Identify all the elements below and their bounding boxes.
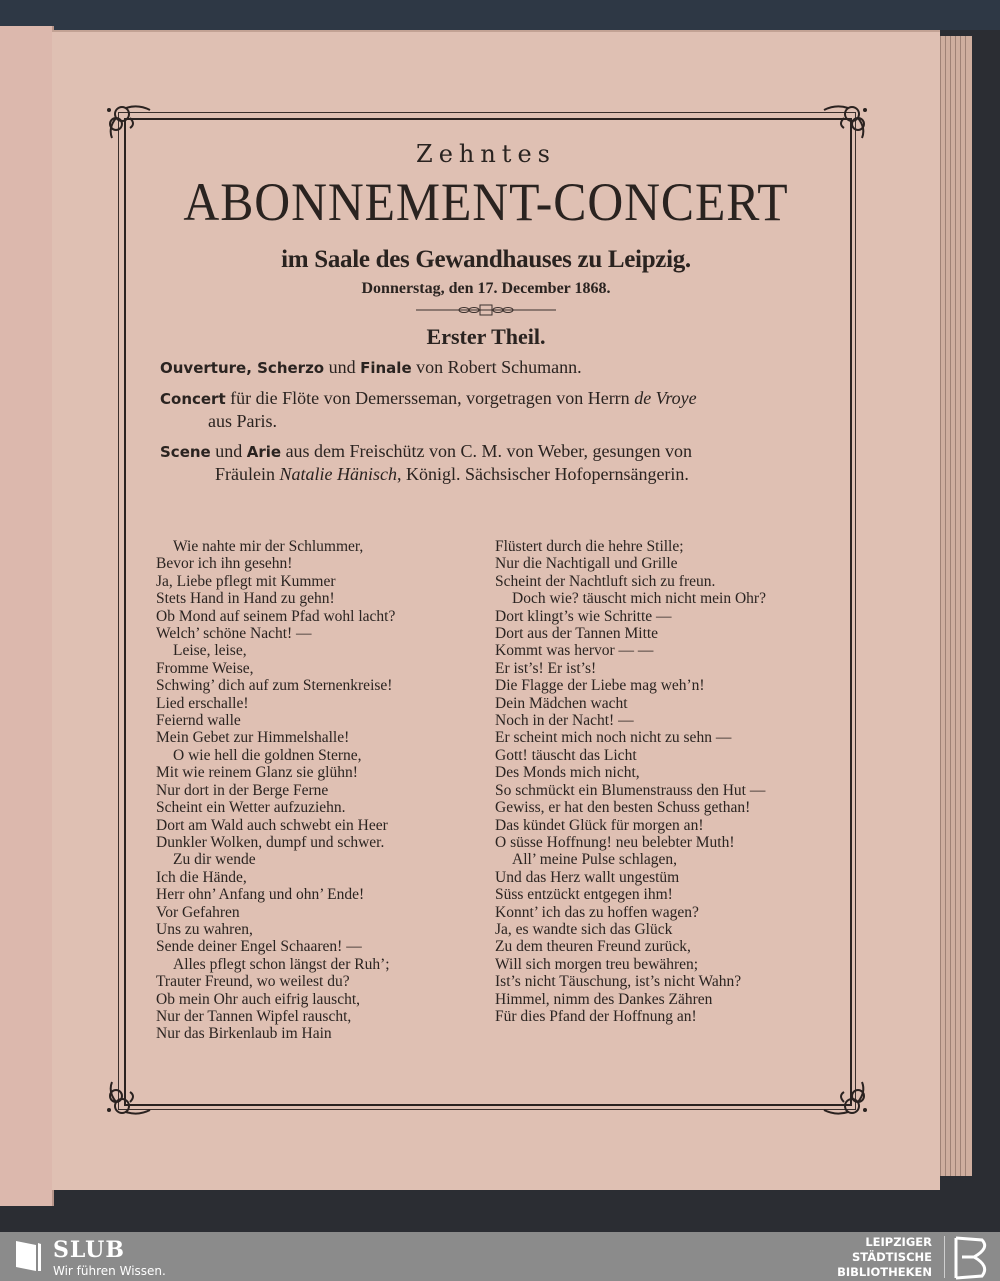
lyric-line: Wie nahte mir der Schlummer, [173, 538, 364, 555]
lyric-line: Ja, Liebe pflegt mit Kummer [156, 572, 336, 590]
lyric-line: Für dies Pfand der Hoffnung an! [495, 1007, 697, 1025]
lyric-line: O süsse Hoffnung! neu belebter Muth! [495, 833, 735, 851]
lyric-line: Scheint ein Wetter aufzuziehn. [156, 799, 346, 817]
slub-logo-text: SLUB [53, 1237, 125, 1263]
lyric-line: Herr ohn’ Anfang und ohn’ Ende! [156, 886, 365, 904]
lyric-line: Dort klingt’s wie Schritte — [495, 607, 672, 625]
program-work-bold: Scene [160, 443, 211, 461]
lyric-line: Bevor ich ihn gesehn! [156, 555, 293, 573]
program-item [130, 356, 842, 379]
slub-tagline: Wir führen Wissen. [53, 1264, 166, 1278]
lsb-logo-text [837, 1235, 932, 1280]
lyric-line: Noch in der Nacht! — [495, 712, 634, 730]
lyric-line: Leise, leise, [173, 642, 247, 660]
corner-ornament-icon [820, 1072, 870, 1122]
performer-name: Natalie Hänisch [279, 464, 397, 484]
lyric-line: Gott! täuscht das Licht [495, 746, 637, 764]
program-text-continued [160, 463, 842, 485]
lyric-line: Ja, es wandte sich das Glück [495, 920, 673, 938]
lyric-line: Er scheint mich noch nicht zu sehn — [495, 729, 732, 747]
concert-date: Donnerstag, den 17. December 1868. [361, 280, 611, 297]
lyric-line: Er ist’s! Er ist’s! [495, 659, 597, 677]
lyric-line: Sende deiner Engel Schaaren! — [156, 938, 362, 956]
programme-content [130, 140, 842, 485]
lyric-line: Das kündet Glück für morgen an! [495, 816, 704, 834]
lyric-line: Ob Mond auf seinem Pfad wohl lacht? [156, 607, 396, 625]
lyric-line: Schwing’ dich auf zum Sternenkreise! [156, 677, 393, 695]
lyric-line: Flüstert durch die hehre Stille; [495, 538, 684, 555]
corner-ornament-icon [104, 1072, 154, 1122]
lyric-line: Dort am Wald auch schwebt ein Heer [156, 816, 388, 834]
left-page-edge [0, 26, 54, 1206]
lyric-line: Stets Hand in Hand zu gehn! [156, 590, 335, 608]
lyrics-column-left [156, 538, 486, 1043]
lyric-line: Konnt’ ich das zu hoffen wagen? [495, 903, 699, 921]
lsb-line: BIBLIOTHEKEN [837, 1265, 932, 1279]
lyric-line: Will sich morgen treu bewähren; [495, 955, 699, 973]
lyric-line: Die Flagge der Liebe mag weh’n! [495, 677, 705, 695]
program-work-bold: Ouverture, Scherzo [160, 359, 325, 377]
lsb-line: STÄDTISCHE [851, 1250, 932, 1264]
program-work-bold: Arie [246, 443, 282, 461]
logo-separator [944, 1236, 945, 1278]
lyric-line: Dort aus der Tannen Mitte [495, 625, 659, 643]
lsb-logo-icon [952, 1236, 992, 1280]
program-text: von Robert Schumann. [411, 357, 582, 377]
lyric-line: Alles pflegt schon längst der Ruh’; [173, 955, 390, 973]
lyric-line: Mit wie reinem Glanz sie glühn! [156, 764, 358, 782]
lyric-line: Uns zu wahren, [156, 920, 253, 938]
footer-bar [0, 1232, 1000, 1281]
lyrics-column-right [495, 538, 835, 1025]
program-text: für die Flöte von Demersseman, vorgetragen von Herrn [225, 388, 635, 408]
concert-ordinal: Zehntes [416, 140, 556, 168]
lyric-line: Nur der Tannen Wipfel rauscht, [156, 1007, 352, 1025]
program-text: aus dem Freischütz von C. M. von Weber, gesungen von [281, 441, 692, 461]
lyric-line: Himmel, nimm des Dankes Zähren [495, 990, 713, 1008]
lyric-line: Nur die Nachtigall und Grille [495, 555, 678, 573]
program-work-bold: Concert [160, 390, 226, 408]
lyric-line: Vor Gefahren [156, 903, 240, 921]
lyric-line: Dein Mädchen wacht [495, 694, 628, 712]
lyric-line: Süss entzückt entgegen ihm! [495, 886, 673, 904]
lyric-line: Nur dort in der Berge Ferne [156, 781, 329, 799]
lyric-line: Und das Herz wallt ungestüm [495, 868, 680, 886]
lsb-line: LEIPZIGER [865, 1235, 932, 1249]
program-work-bold: Finale [360, 359, 412, 377]
page-stack-edge [936, 36, 972, 1176]
lyric-line: Ist’s nicht Täuschung, ist’s nicht Wahn? [495, 973, 742, 991]
lyric-line: Zu dir wende [173, 851, 256, 869]
lyric-line: Fromme Weise, [156, 659, 254, 677]
venue-line: im Saale des Gewandhauses zu Leipzig. [281, 246, 691, 273]
program-item [130, 440, 842, 485]
lyric-line: O wie hell die goldnen Sterne, [173, 746, 362, 764]
divider-ornament-icon [416, 304, 556, 316]
program-text: Fräulein [215, 464, 280, 484]
book-icon [14, 1239, 42, 1273]
lyric-line: Dunkler Wolken, dumpf und schwer. [156, 833, 385, 851]
program-item [130, 387, 842, 432]
book-cover-top [0, 0, 1000, 30]
program-text: , Königl. Sächsischer Hofopernsängerin. [397, 464, 689, 484]
lyric-line: Ich die Hände, [156, 868, 247, 886]
lyric-line: Gewiss, er hat den besten Schuss gethan! [495, 799, 751, 817]
lyric-line: All’ meine Pulse schlagen, [512, 851, 678, 869]
lyric-line: Scheint der Nachtluft sich zu freun. [495, 572, 716, 590]
lyric-line: Feiernd walle [156, 712, 241, 730]
lyric-line: Ob mein Ohr auch eifrig lauscht, [156, 990, 361, 1008]
performer-name: de Vroye [634, 388, 697, 408]
part-heading: Erster Theil. [426, 324, 546, 349]
lyric-line: Kommt was hervor — — [495, 642, 654, 660]
concert-title: ABONNEMENT-CONCERT [183, 172, 789, 232]
program-text: und [324, 357, 361, 377]
lyric-line: Doch wie? täuscht mich nicht mein Ohr? [512, 590, 766, 608]
lyric-line: Nur das Birkenlaub im Hain [156, 1025, 332, 1043]
lyric-line: Welch’ schöne Nacht! — [156, 625, 312, 643]
lyric-line: So schmückt ein Blumenstrauss den Hut — [495, 781, 766, 799]
lyric-line: Lied erschalle! [156, 694, 249, 712]
program-text: und [210, 441, 247, 461]
lyric-line: Trauter Freund, wo weilest du? [156, 973, 350, 991]
lyric-line: Zu dem theuren Freund zurück, [495, 938, 691, 956]
lyric-line: Des Monds mich nicht, [495, 764, 640, 782]
lyric-line: Mein Gebet zur Himmelshalle! [156, 729, 350, 747]
program-text-continued: aus Paris. [208, 411, 277, 431]
